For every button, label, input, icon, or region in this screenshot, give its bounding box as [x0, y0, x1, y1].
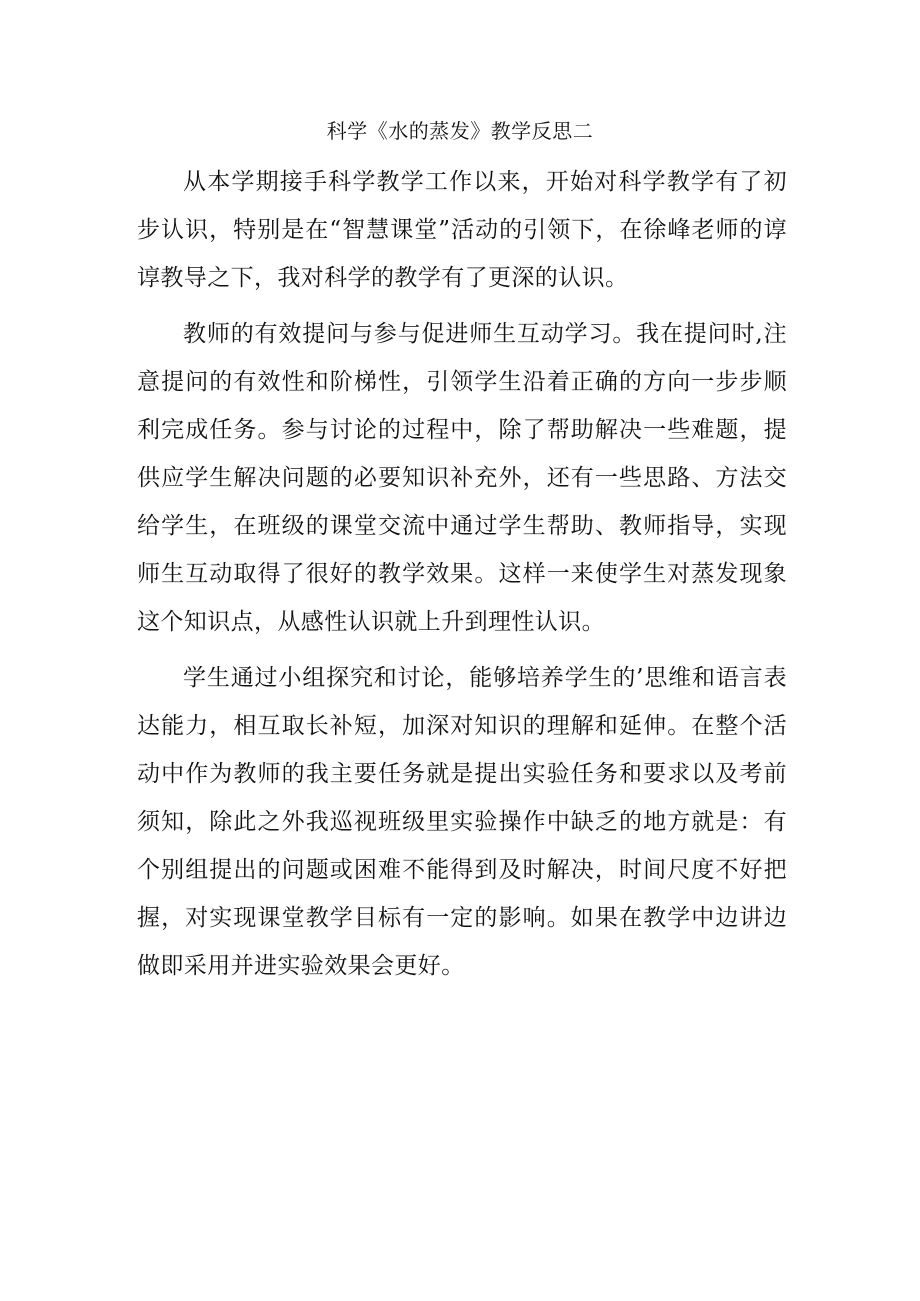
paragraph-1: 从本学期接手科学教学工作以来，开始对科学教学有了初步认识，特别是在“智慧课堂”活动的引领下，在徐峰老师的谆谆教导之下，我对科学的教学有了更深的认识。	[137, 169, 787, 291]
document-title: 科学《水的蒸发》教学反思二	[326, 119, 594, 143]
document-body	[137, 158, 787, 990]
paragraph-2: 教师的有效提问与参与促进师生互动学习。我在提问时,注意提问的有效性和阶梯性，引领学生沿着正确的方向一步步顺利完成任务。参与讨论的过程中，除了帮助解决一些难题，提供应学生解决问题的必要知识补充外，还有一些思路、方法交给学生，在班级的课堂交流中通过学生帮助、教师指导，实现师生互动取得了很好的教学效果。这样一来使学生对蒸发现象这个知识点，从感性认识就上升到理性认识。	[137, 321, 787, 635]
paragraph-3: 学生通过小组探究和讨论，能够培养学生的’思维和语言表达能力，相互取长补短，加深对知识的理解和延伸。在整个活动中作为教师的我主要任务就是提出实验任务和要求以及考前须知，除此之外我巡视班级里实验操作中缺乏的地方就是：有个别组提出的问题或困难不能得到及时解决，时间尺度不好把握，对实现课堂教学目标有一定的影响。如果在教学中边讲边做即采用并进实验效果会更好。	[137, 665, 787, 979]
